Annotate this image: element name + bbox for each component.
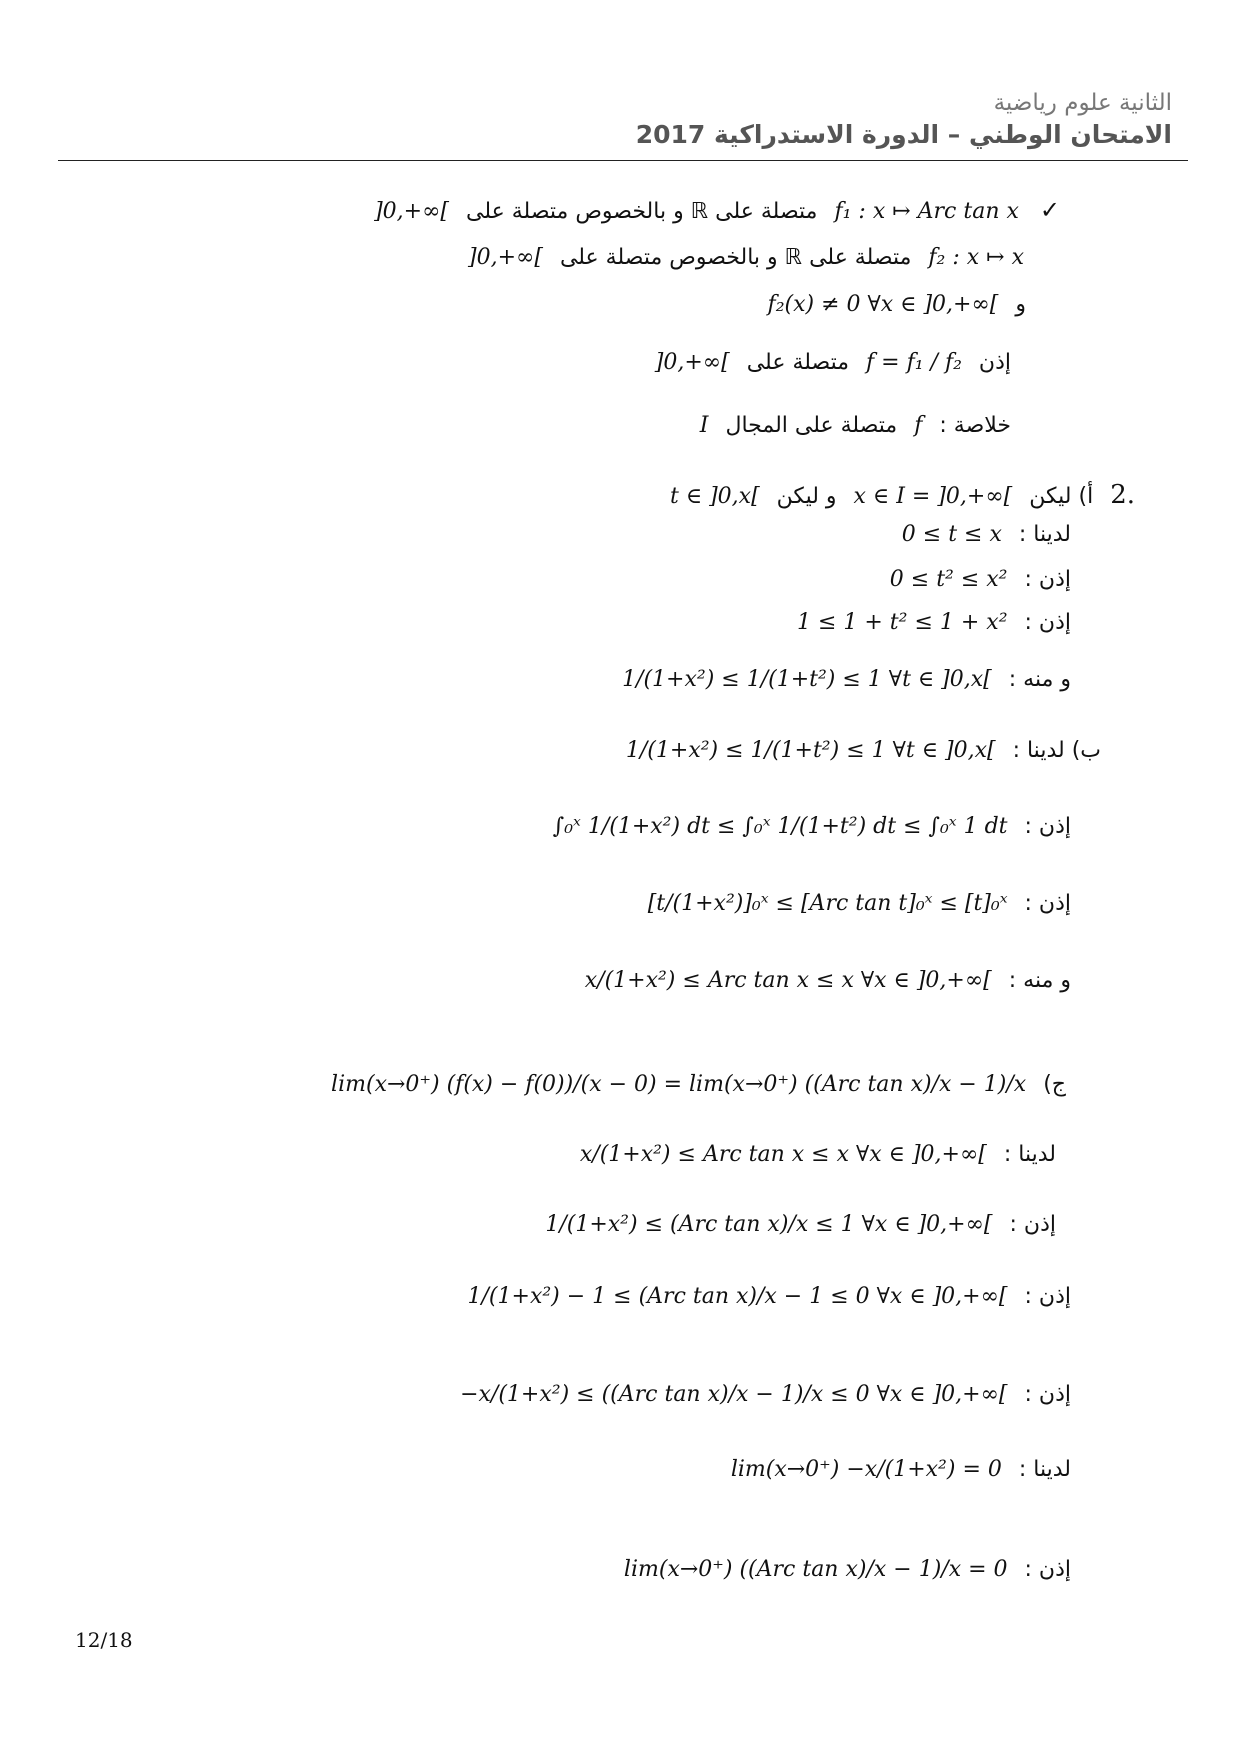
math-expression: x/(1+x²) ≤ Arc tan x ≤ x ∀x ∈ ]0,+∞[ (579, 1142, 987, 1167)
text-segment: إذن : (1024, 814, 1071, 839)
math-expression: f₂ : x ↦ x (928, 245, 1024, 270)
math-expression: ]0,+∞[ (654, 350, 730, 375)
text-segment: و (1015, 292, 1026, 317)
content-line (762, 290, 1030, 320)
text-segment: و منه : (1008, 667, 1071, 692)
math-expression: 1/(1+x²) − 1 ≤ (Arc tan x)/x − 1 ≤ 0 ∀x ∈ ]0,+∞[ (467, 1284, 1008, 1309)
math-expression: f = f₁ / f₂ (866, 350, 962, 375)
content-line (791, 608, 1075, 638)
content-line (574, 1140, 1060, 1170)
content-line (325, 1070, 1070, 1100)
content-line (896, 520, 1075, 550)
math-expression: f (914, 413, 923, 438)
content-line (616, 665, 1075, 695)
text-segment: إذن : (1024, 567, 1071, 592)
content-line (462, 1282, 1075, 1312)
header-title: الامتحان الوطني – الدورة الاستدراكية 2017 (635, 120, 1172, 149)
math-expression: ]0,+∞[ (374, 199, 449, 224)
content-line (368, 195, 1060, 227)
content-line (618, 1555, 1075, 1585)
content-line (539, 1210, 1060, 1240)
page-number: 12/18 (75, 1628, 133, 1652)
text-segment: لدينا : (1018, 522, 1071, 547)
text-segment: ج) (1043, 1072, 1066, 1097)
header-divider (58, 160, 1188, 161)
text-segment: إذن : (1024, 1557, 1071, 1582)
math-expression: x/(1+x²) ≤ Arc tan x ≤ x ∀x ∈ ]0,+∞[ (584, 968, 992, 993)
math-expression: lim(x→0⁺) (f(x) − f(0))/(x − 0) = lim(x→0⁺) ((Arc tan x)/x − 1)/x (331, 1072, 1027, 1097)
text-segment: متصلة على (746, 350, 850, 375)
content-line (649, 348, 1015, 378)
content-line (454, 1380, 1075, 1410)
text-segment: إذن : (1009, 1212, 1056, 1237)
checkmark-icon: ✓ (1039, 196, 1060, 224)
text-segment: أ) ليكن (1029, 484, 1094, 509)
content-line (725, 1455, 1075, 1485)
math-expression: t ∈ ]0,x[ (669, 484, 760, 509)
content-line (884, 565, 1075, 595)
math-expression: ]0,+∞[ (468, 245, 543, 270)
text-segment: لدينا : (1018, 1457, 1071, 1482)
text-segment: إذن : (1024, 1284, 1071, 1309)
math-expression: ∫₀ˣ 1/(1+x²) dt ≤ ∫₀ˣ 1/(1+t²) dt ≤ ∫₀ˣ 1 dt (552, 814, 1008, 839)
math-expression: 0 ≤ t² ≤ x² (889, 567, 1008, 592)
text-segment: إذن (978, 350, 1011, 375)
content-line (620, 736, 1105, 766)
section-number: .2 (1110, 480, 1135, 510)
text-segment: خلاصة : (939, 413, 1011, 438)
math-expression: lim(x→0⁺) ((Arc tan x)/x − 1)/x = 0 (623, 1557, 1008, 1582)
math-expression: lim(x→0⁺) −x/(1+x²) = 0 (730, 1457, 1002, 1482)
text-segment: إذن : (1024, 891, 1071, 916)
text-segment: متصلة على المجال (725, 413, 898, 438)
math-expression: f₂(x) ≠ 0 ∀x ∈ ]0,+∞[ (767, 292, 999, 317)
math-expression: I (699, 413, 709, 438)
content-line (642, 889, 1075, 919)
content-line (694, 411, 1015, 441)
math-expression: f₁ : x ↦ Arc tan x (834, 199, 1019, 224)
math-expression: −x/(1+x²) ≤ ((Arc tan x)/x − 1)/x ≤ 0 ∀x ∈ ]0,+∞[ (460, 1382, 1008, 1407)
text-segment: و منه : (1008, 968, 1071, 993)
math-expression: 0 ≤ t ≤ x (901, 522, 1002, 547)
math-expression: 1 ≤ 1 + t² ≤ 1 + x² (796, 610, 1008, 635)
text-segment: و ليكن (776, 484, 837, 509)
content-line (579, 966, 1075, 996)
content-line (462, 243, 1030, 273)
math-expression: 1/(1+x²) ≤ 1/(1+t²) ≤ 1 ∀t ∈ ]0,x[ (625, 738, 996, 763)
content-line (664, 480, 1135, 512)
text-segment: متصلة على ℝ و بالخصوص متصلة على (466, 199, 818, 224)
page-header (636, 88, 1172, 152)
header-subtitle: الثانية علوم رياضية (993, 90, 1172, 116)
math-expression: x ∈ I = ]0,+∞[ (853, 484, 1013, 509)
content-line (547, 812, 1075, 842)
math-expression: 1/(1+x²) ≤ 1/(1+t²) ≤ 1 ∀t ∈ ]0,x[ (622, 667, 992, 692)
text-segment: لدينا : (1003, 1142, 1056, 1167)
text-segment: إذن : (1024, 610, 1071, 635)
math-expression: [t/(1+x²)]₀ˣ ≤ [Arc tan t]₀ˣ ≤ [t]₀ˣ (647, 891, 1008, 916)
text-segment: متصلة على ℝ و بالخصوص متصلة على (559, 245, 912, 270)
math-expression: 1/(1+x²) ≤ (Arc tan x)/x ≤ 1 ∀x ∈ ]0,+∞[ (545, 1212, 993, 1237)
text-segment: ب) لدينا : (1012, 738, 1101, 763)
text-segment: إذن : (1024, 1382, 1071, 1407)
